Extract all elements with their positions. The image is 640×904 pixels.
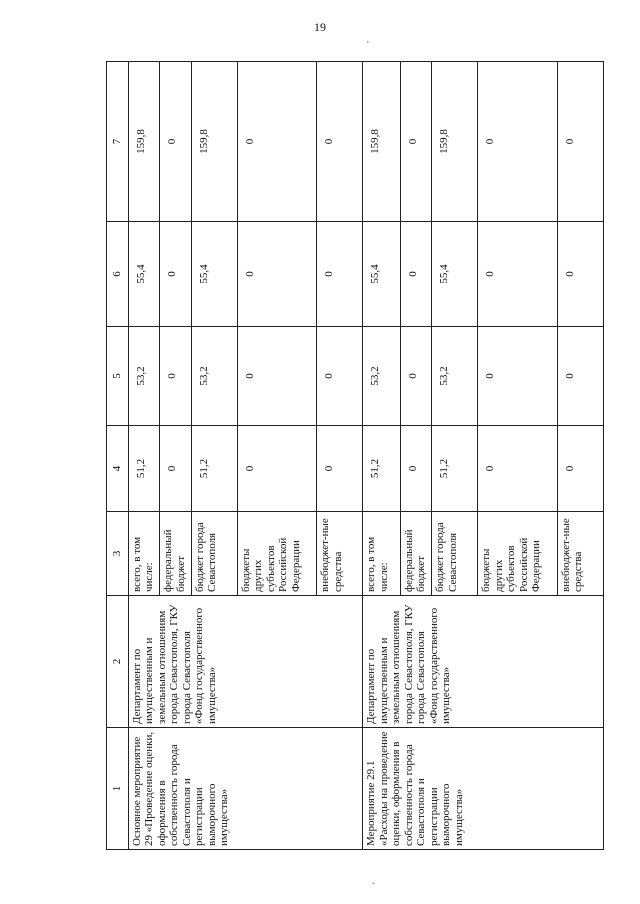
header-row xyxy=(107,62,129,850)
source-cell: бюджеты других субъектов Российской Федерации xyxy=(478,512,558,596)
col-header: 2 xyxy=(107,596,129,728)
value-cell: 55,4 xyxy=(363,222,401,327)
value-cell: 0 xyxy=(478,62,558,222)
executor-cell: Департамент по имущественным и земельным отношениям города Севастополя, ГКУ города Севастополя «Фонд государственного имущества» xyxy=(128,596,362,728)
value-cell: 53,2 xyxy=(128,327,159,426)
value-cell: 0 xyxy=(160,327,191,426)
col-header: 7 xyxy=(107,62,129,222)
value-cell: 0 xyxy=(317,62,363,222)
value-cell: 0 xyxy=(237,426,317,512)
value-cell: 0 xyxy=(160,222,191,327)
value-cell: 159,8 xyxy=(191,62,237,222)
executor-cell: Департамент по имущественным и земельным отношениям города Севастополя, ГКУ города Севастополя «Фонд государственного имущества» xyxy=(363,596,604,728)
source-cell: внебюджет-ные средства xyxy=(557,512,603,596)
value-cell: 159,8 xyxy=(432,62,478,222)
value-cell: 0 xyxy=(557,426,603,512)
rotated-table-wrapper xyxy=(106,62,604,850)
value-cell: 55,4 xyxy=(128,222,159,327)
value-cell: 51,2 xyxy=(191,426,237,512)
value-cell: 0 xyxy=(160,62,191,222)
value-cell: 53,2 xyxy=(191,327,237,426)
value-cell: 51,2 xyxy=(128,426,159,512)
rotated-table-area xyxy=(106,62,604,850)
value-cell: 0 xyxy=(557,62,603,222)
value-cell: 0 xyxy=(237,327,317,426)
value-cell: 0 xyxy=(478,426,558,512)
value-cell: 0 xyxy=(237,222,317,327)
value-cell: 0 xyxy=(400,222,431,327)
scan-speck: . xyxy=(372,876,375,887)
value-cell: 0 xyxy=(400,327,431,426)
source-cell: федеральный бюджет xyxy=(400,512,431,596)
source-cell: всего, в том числе: xyxy=(128,512,159,596)
page-number: 19 xyxy=(314,20,326,34)
col-header: 6 xyxy=(107,222,129,327)
scan-speck: ' xyxy=(367,40,369,51)
col-header: 4 xyxy=(107,426,129,512)
value-cell: 0 xyxy=(317,327,363,426)
measure-cell: Мероприятие 29.1 «Расходы на проведение оценки, оформления в собственность города Севастополя и регистрации выморочного имущества» xyxy=(363,728,604,850)
source-cell: бюджет города Севастополя xyxy=(432,512,478,596)
value-cell: 0 xyxy=(400,426,431,512)
value-cell: 159,8 xyxy=(363,62,401,222)
source-cell: внебюджет-ные средства xyxy=(317,512,363,596)
value-cell: 53,2 xyxy=(432,327,478,426)
table-row xyxy=(128,62,159,850)
value-cell: 0 xyxy=(400,62,431,222)
budget-table xyxy=(106,61,604,850)
col-header: 1 xyxy=(107,728,129,850)
value-cell: 0 xyxy=(557,327,603,426)
value-cell: 0 xyxy=(478,222,558,327)
value-cell: 0 xyxy=(160,426,191,512)
source-cell: федеральный бюджет xyxy=(160,512,191,596)
value-cell: 0 xyxy=(478,327,558,426)
table-row xyxy=(363,62,401,850)
value-cell: 53,2 xyxy=(363,327,401,426)
source-cell: всего, в том числе: xyxy=(363,512,401,596)
value-cell: 55,4 xyxy=(191,222,237,327)
value-cell: 0 xyxy=(317,222,363,327)
value-cell: 159,8 xyxy=(128,62,159,222)
value-cell: 55,4 xyxy=(432,222,478,327)
value-cell: 0 xyxy=(557,222,603,327)
col-header: 3 xyxy=(107,512,129,596)
value-cell: 0 xyxy=(237,62,317,222)
value-cell: 0 xyxy=(317,426,363,512)
measure-cell: Основное мероприятие 29 «Проведение оценки, оформления в собственность города Севастополя и регистрации выморочного имущества» xyxy=(128,728,362,850)
col-header: 5 xyxy=(107,327,129,426)
value-cell: 51,2 xyxy=(432,426,478,512)
source-cell: бюджет города Севастополя xyxy=(191,512,237,596)
value-cell: 51,2 xyxy=(363,426,401,512)
source-cell: бюджеты других субъектов Российской Федерации xyxy=(237,512,317,596)
